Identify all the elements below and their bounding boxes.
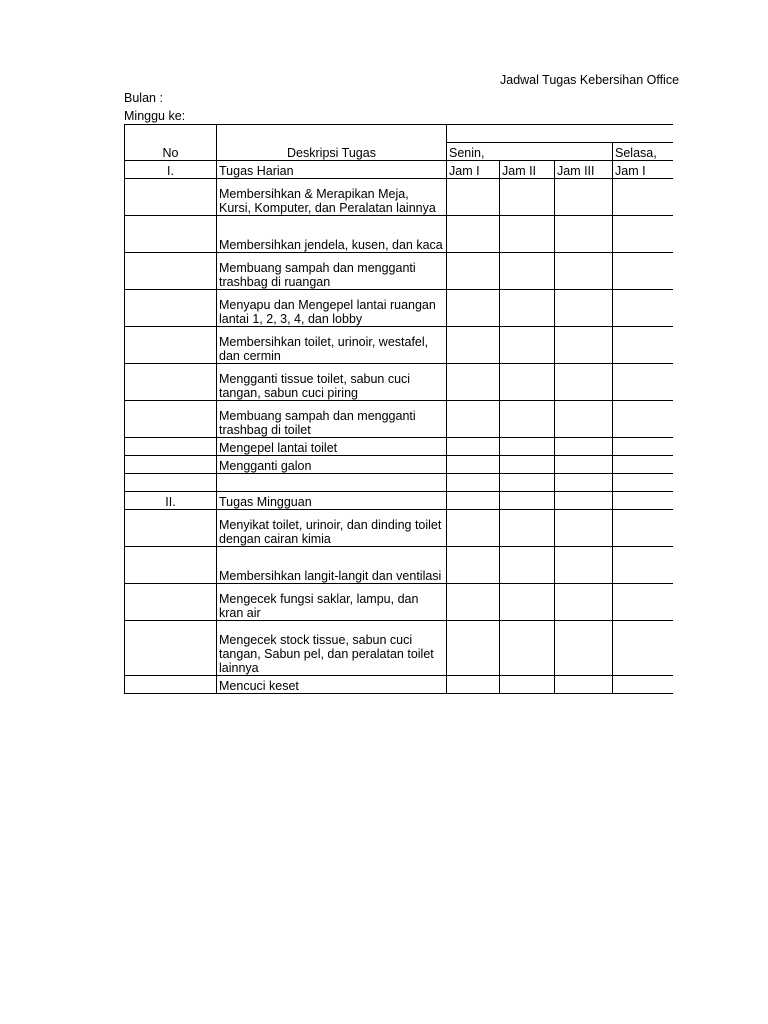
table-row	[125, 547, 674, 584]
schedule-cell[interactable]	[613, 179, 674, 216]
schedule-cell[interactable]	[613, 438, 674, 456]
table-row	[125, 364, 674, 401]
row-desc: Mengecek stock tissue, sabun cuci tangan, Sabun pel, dan peralatan toilet lainnya	[217, 621, 447, 676]
schedule-cell[interactable]	[500, 474, 555, 492]
schedule-cell[interactable]	[555, 474, 613, 492]
table-row	[125, 584, 674, 621]
schedule-cell[interactable]	[500, 290, 555, 327]
schedule-cell[interactable]	[500, 327, 555, 364]
schedule-cell[interactable]	[555, 676, 613, 694]
schedule-cell[interactable]	[500, 547, 555, 584]
row-no	[125, 584, 217, 621]
table-row	[125, 456, 674, 474]
schedule-cell[interactable]	[500, 438, 555, 456]
row-no	[125, 510, 217, 547]
slot-header: Jam I	[447, 161, 500, 179]
schedule-cell[interactable]	[447, 364, 500, 401]
row-no	[125, 179, 217, 216]
row-no	[125, 676, 217, 694]
row-desc: Mengepel lantai toilet	[217, 438, 447, 456]
header-day-selasa: Selasa,	[613, 143, 674, 161]
schedule-cell[interactable]	[613, 676, 674, 694]
header-spacer-row	[125, 125, 674, 143]
schedule-cell[interactable]	[447, 492, 500, 510]
schedule-cell[interactable]	[500, 216, 555, 253]
schedule-cell[interactable]	[500, 401, 555, 438]
row-desc: Membuang sampah dan mengganti trashbag di ruangan	[217, 253, 447, 290]
table-row	[125, 438, 674, 456]
schedule-cell[interactable]	[613, 584, 674, 621]
table-row	[125, 179, 674, 216]
table-row	[125, 510, 674, 547]
schedule-table-viewport	[124, 124, 673, 704]
slot-header: Jam II	[500, 161, 555, 179]
row-no: I.	[125, 161, 217, 179]
schedule-cell[interactable]	[447, 474, 500, 492]
schedule-cell[interactable]	[500, 492, 555, 510]
row-desc: Mengganti galon	[217, 456, 447, 474]
schedule-cell[interactable]	[447, 290, 500, 327]
document-title: Jadwal Tugas Kebersihan Office	[500, 73, 680, 87]
row-desc: Tugas Harian	[217, 161, 447, 179]
row-desc: Mencuci keset	[217, 676, 447, 694]
row-desc: Mengecek fungsi saklar, lampu, dan kran air	[217, 584, 447, 621]
table-row	[125, 492, 674, 510]
schedule-cell[interactable]	[555, 438, 613, 456]
header-day-senin: Senin,	[447, 143, 613, 161]
row-desc: Membersihkan langit-langit dan ventilasi	[217, 547, 447, 584]
schedule-cell[interactable]	[447, 253, 500, 290]
table-row	[125, 290, 674, 327]
row-desc: Menyikat toilet, urinoir, dan dinding toilet dengan cairan kimia	[217, 510, 447, 547]
schedule-cell[interactable]	[555, 584, 613, 621]
slot-header: Jam III	[555, 161, 613, 179]
row-no	[125, 364, 217, 401]
schedule-cell[interactable]	[500, 253, 555, 290]
bulan-label: Bulan :	[124, 91, 163, 105]
schedule-cell[interactable]	[500, 621, 555, 676]
schedule-cell[interactable]	[613, 290, 674, 327]
schedule-cell[interactable]	[555, 492, 613, 510]
row-no: II.	[125, 492, 217, 510]
row-no	[125, 253, 217, 290]
row-no	[125, 327, 217, 364]
header-deskripsi: Deskripsi Tugas	[217, 125, 447, 161]
header-no: No	[125, 125, 217, 161]
schedule-cell[interactable]	[555, 216, 613, 253]
schedule-cell[interactable]	[447, 456, 500, 474]
row-no	[125, 474, 217, 492]
schedule-cell[interactable]	[555, 179, 613, 216]
row-no	[125, 216, 217, 253]
slot-header: Jam I	[613, 161, 674, 179]
schedule-cell[interactable]	[613, 510, 674, 547]
schedule-cell[interactable]	[447, 438, 500, 456]
table-row	[125, 401, 674, 438]
schedule-cell[interactable]	[500, 364, 555, 401]
table-row	[125, 621, 674, 676]
schedule-cell[interactable]	[500, 676, 555, 694]
row-desc: Membersihkan jendela, kusen, dan kaca	[217, 216, 447, 253]
header-date-spacer	[447, 125, 674, 143]
schedule-cell[interactable]	[447, 547, 500, 584]
row-no	[125, 456, 217, 474]
schedule-cell[interactable]	[500, 584, 555, 621]
schedule-cell[interactable]	[555, 456, 613, 474]
row-desc: Menyapu dan Mengepel lantai ruangan lantai 1, 2, 3, 4, dan lobby	[217, 290, 447, 327]
table-row	[125, 216, 674, 253]
row-desc: Mengganti tissue toilet, sabun cuci tangan, sabun cuci piring	[217, 364, 447, 401]
row-desc: Membersihkan & Merapikan Meja, Kursi, Komputer, dan Peralatan lainnya	[217, 179, 447, 216]
schedule-cell[interactable]	[500, 179, 555, 216]
row-desc	[217, 474, 447, 492]
row-harian-header	[125, 161, 674, 179]
schedule-cell[interactable]	[613, 253, 674, 290]
row-desc: Tugas Mingguan	[217, 492, 447, 510]
schedule-cell[interactable]	[447, 179, 500, 216]
schedule-cell[interactable]	[613, 216, 674, 253]
schedule-table	[124, 124, 673, 694]
schedule-cell[interactable]	[613, 401, 674, 438]
schedule-cell[interactable]	[500, 456, 555, 474]
schedule-cell[interactable]	[447, 621, 500, 676]
schedule-cell[interactable]	[555, 364, 613, 401]
schedule-cell[interactable]	[555, 547, 613, 584]
schedule-cell[interactable]	[447, 584, 500, 621]
schedule-cell[interactable]	[447, 510, 500, 547]
schedule-cell[interactable]	[613, 327, 674, 364]
schedule-cell[interactable]	[447, 676, 500, 694]
row-desc: Membuang sampah dan mengganti trashbag di toilet	[217, 401, 447, 438]
row-no	[125, 401, 217, 438]
schedule-cell[interactable]	[447, 327, 500, 364]
schedule-cell[interactable]	[613, 456, 674, 474]
schedule-cell[interactable]	[555, 327, 613, 364]
schedule-cell[interactable]	[555, 290, 613, 327]
row-no	[125, 621, 217, 676]
schedule-cell[interactable]	[447, 216, 500, 253]
schedule-cell[interactable]	[613, 547, 674, 584]
schedule-cell[interactable]	[613, 492, 674, 510]
row-no	[125, 438, 217, 456]
schedule-cell[interactable]	[555, 401, 613, 438]
schedule-cell[interactable]	[555, 510, 613, 547]
schedule-cell[interactable]	[500, 510, 555, 547]
schedule-cell[interactable]	[613, 474, 674, 492]
row-no	[125, 547, 217, 584]
schedule-cell[interactable]	[613, 621, 674, 676]
table-row	[125, 327, 674, 364]
schedule-cell[interactable]	[447, 401, 500, 438]
table-row	[125, 253, 674, 290]
minggu-label: Minggu ke:	[124, 109, 186, 123]
schedule-cell[interactable]	[613, 364, 674, 401]
schedule-cell[interactable]	[555, 253, 613, 290]
schedule-cell[interactable]	[555, 621, 613, 676]
row-desc: Membersihkan toilet, urinoir, westafel, dan cermin	[217, 327, 447, 364]
table-row	[125, 676, 674, 694]
table-row	[125, 474, 674, 492]
row-no	[125, 290, 217, 327]
